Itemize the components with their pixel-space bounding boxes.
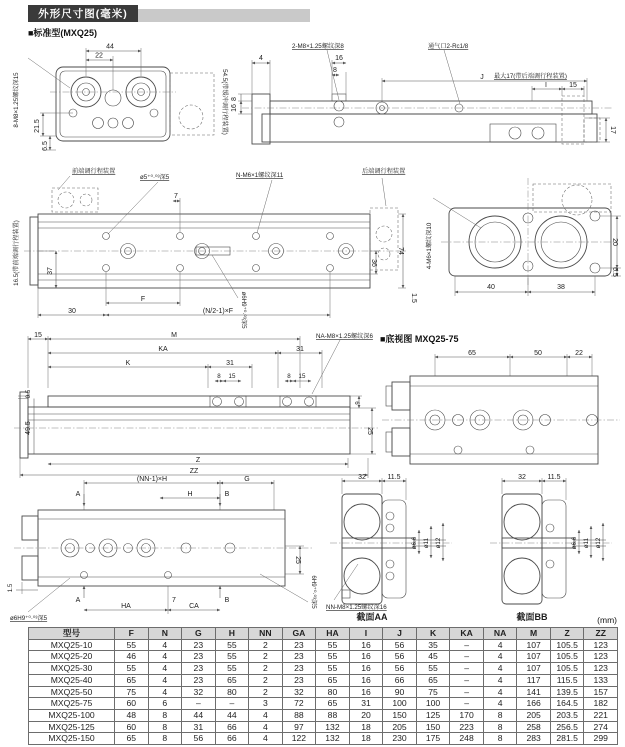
column-header: I	[349, 628, 383, 640]
dim-label: 30	[68, 308, 76, 315]
value-cell: 55	[316, 651, 350, 663]
thread-callout: 2-M8×1.25螺纹深8	[292, 43, 344, 50]
dim-label: 21.5	[34, 119, 41, 133]
value-cell: 258	[517, 721, 551, 733]
value-cell: 32	[282, 686, 316, 698]
value-cell: 55	[215, 639, 249, 651]
value-cell: 274	[584, 721, 618, 733]
table-body	[29, 639, 618, 744]
value-cell: 80	[316, 686, 350, 698]
value-cell: 141	[517, 686, 551, 698]
value-cell: 56	[182, 733, 216, 745]
table-row	[29, 639, 618, 651]
value-cell: 65	[115, 733, 149, 745]
value-cell: –	[450, 698, 484, 710]
value-cell: 44	[215, 709, 249, 721]
body-outline	[14, 392, 378, 458]
value-cell: 66	[383, 674, 417, 686]
dim-label: 15	[569, 82, 577, 89]
dim-label: 17	[609, 126, 616, 134]
value-cell: 4	[483, 663, 517, 675]
value-cell: 4	[249, 709, 283, 721]
section-aa	[326, 474, 452, 622]
value-cell: 139.5	[550, 686, 584, 698]
dim-label: 20	[611, 238, 618, 246]
plan-view-drawing	[10, 158, 422, 329]
value-cell: 221	[584, 709, 618, 721]
pin-hole-callout: ø6H9⁺⁰·⁰³深5	[10, 615, 48, 622]
dia-label: ø12	[595, 537, 602, 549]
value-cell: 55	[215, 651, 249, 663]
column-header: G	[182, 628, 216, 640]
thread-callout: 4-M6×1螺纹深10	[426, 222, 433, 270]
value-cell: 80	[215, 686, 249, 698]
dimension-lines	[435, 354, 592, 376]
value-cell: 203.5	[550, 709, 584, 721]
value-cell: 4	[483, 674, 517, 686]
dim-label: 16	[335, 55, 343, 62]
dimension-table	[28, 627, 618, 745]
dim-label: 36	[370, 259, 377, 267]
value-cell: 248	[450, 733, 484, 745]
value-cell: 18	[349, 721, 383, 733]
value-cell: 107	[517, 651, 551, 663]
dim-label: 4	[259, 55, 263, 62]
dim-label: 32	[358, 474, 366, 481]
body-outline	[441, 178, 617, 286]
value-cell: 23	[282, 639, 316, 651]
value-cell: –	[450, 639, 484, 651]
value-cell: 107	[517, 639, 551, 651]
value-cell: 60	[115, 698, 149, 710]
value-cell: 23	[182, 663, 216, 675]
value-cell: 117	[517, 674, 551, 686]
dim-label: I	[545, 82, 547, 89]
value-cell: 164.5	[550, 698, 584, 710]
section-bb-caption: 截面BB	[516, 612, 548, 622]
value-cell: 72	[282, 698, 316, 710]
value-cell: 100	[383, 698, 417, 710]
value-cell: 299	[584, 733, 618, 745]
column-header: NA	[483, 628, 517, 640]
value-cell: 170	[450, 709, 484, 721]
dim-label: 31	[296, 346, 304, 353]
value-cell: 31	[349, 698, 383, 710]
value-cell: 8	[483, 721, 517, 733]
value-cell: 32	[182, 686, 216, 698]
dim-label: 6.5	[611, 267, 618, 277]
dim-label: 0.5	[25, 389, 32, 399]
column-header: NN	[249, 628, 283, 640]
model-cell: MXQ25-150	[29, 733, 115, 745]
air-port-callout: 通气口2-Rc1/8	[428, 43, 469, 50]
value-cell: 8	[483, 709, 517, 721]
section-mark: A	[75, 491, 81, 498]
value-cell: 283	[517, 733, 551, 745]
model-cell: MXQ25-20	[29, 651, 115, 663]
model-cell: MXQ25-30	[29, 663, 115, 675]
dim-label: 32	[518, 474, 526, 481]
value-cell: 65	[115, 674, 149, 686]
value-cell: 16	[349, 651, 383, 663]
column-header: HA	[316, 628, 350, 640]
dim-label: 11.5	[387, 474, 401, 481]
page-title: 外形尺寸图(毫米)	[28, 5, 138, 22]
bottom-view-label: ■底视图 MXQ25-75	[380, 334, 459, 344]
dim-label: 31	[226, 360, 234, 367]
section-bb	[490, 474, 612, 622]
value-cell: 23	[282, 663, 316, 675]
dim-label: 15	[34, 332, 42, 339]
slot-callout: 6H9⁺⁰·⁰³深5	[310, 575, 317, 609]
dim-label: 49.5	[25, 421, 32, 435]
dia-label: ø6.6	[571, 536, 578, 550]
front-adjuster-callout: 前端调行程装置	[72, 168, 116, 175]
value-cell: 97	[282, 721, 316, 733]
value-cell: 107	[517, 663, 551, 675]
value-cell: 2	[249, 639, 283, 651]
value-cell: 65	[316, 674, 350, 686]
thread-callout: N-M6×1螺纹深11	[236, 172, 284, 179]
dim-label: KA	[158, 346, 168, 353]
value-cell: 20	[349, 709, 383, 721]
body-outline	[14, 510, 314, 586]
column-header: J	[383, 628, 417, 640]
dim-label: 22	[575, 350, 583, 357]
value-cell: 256.5	[550, 721, 584, 733]
value-cell: 16	[349, 663, 383, 675]
value-cell: 56	[383, 663, 417, 675]
dia-label: ø6.6	[411, 536, 418, 550]
dim-label: 8	[217, 373, 221, 380]
dim-label: 25	[294, 556, 301, 564]
table-row	[29, 733, 618, 745]
dim-label: K	[125, 360, 131, 367]
dim-label: ZZ	[189, 468, 199, 475]
value-cell: 8	[148, 733, 182, 745]
value-cell: 2	[249, 651, 283, 663]
value-cell: 205	[517, 709, 551, 721]
value-cell: 55	[115, 639, 149, 651]
section-views-drawing	[320, 472, 625, 620]
value-cell: 44	[182, 709, 216, 721]
dim-label: Z	[195, 457, 201, 464]
value-cell: 55	[416, 663, 450, 675]
dim-label: (NN-1)×H	[136, 476, 168, 483]
value-cell: –	[450, 686, 484, 698]
side-view-drawing	[232, 38, 625, 160]
value-cell: 105.5	[550, 663, 584, 675]
value-cell: 182	[584, 698, 618, 710]
dim-label: 25	[366, 427, 373, 435]
value-cell: 75	[416, 686, 450, 698]
value-cell: 166	[517, 698, 551, 710]
body-outline	[50, 67, 214, 141]
column-header: GA	[282, 628, 316, 640]
model-cell: MXQ25-50	[29, 686, 115, 698]
value-cell: 31	[182, 721, 216, 733]
value-cell: –	[450, 674, 484, 686]
dim-label: F	[140, 296, 146, 303]
value-cell: 132	[316, 733, 350, 745]
dim-label: 16	[231, 104, 238, 112]
dim-label: 7	[172, 597, 176, 604]
column-header: 型号	[29, 628, 115, 640]
value-cell: 18	[349, 733, 383, 745]
dimension-lines	[238, 50, 610, 142]
value-cell: 16	[349, 686, 383, 698]
dim-label: 50	[534, 350, 542, 357]
value-cell: 100	[416, 698, 450, 710]
value-cell: 157	[584, 686, 618, 698]
dimension-lines	[16, 480, 308, 614]
value-cell: 4	[148, 674, 182, 686]
value-cell: 23	[282, 651, 316, 663]
top-view-drawing	[10, 40, 232, 162]
value-cell: 48	[115, 709, 149, 721]
value-cell: 2	[249, 686, 283, 698]
standard-type-label: ■标准型(MXQ25)	[28, 28, 97, 38]
value-cell: 4	[483, 651, 517, 663]
table-row	[29, 709, 618, 721]
value-cell: 2	[249, 663, 283, 675]
dim-label: 1.5	[410, 293, 417, 303]
section-mark: B	[224, 491, 230, 498]
dim-label: CA	[189, 603, 199, 610]
value-cell: 8	[483, 733, 517, 745]
dim-label: 40	[487, 284, 495, 291]
value-cell: 16	[349, 674, 383, 686]
model-cell: MXQ25-40	[29, 674, 115, 686]
value-cell: 23	[182, 651, 216, 663]
value-cell: 205	[383, 721, 417, 733]
value-cell: 55	[215, 663, 249, 675]
value-cell: 65	[316, 698, 350, 710]
value-cell: 56	[383, 639, 417, 651]
rear-adjuster-callout: 后端调行程装置	[362, 168, 406, 175]
value-cell: 4	[483, 639, 517, 651]
long-side-view-drawing	[10, 328, 382, 478]
value-cell: 4	[483, 698, 517, 710]
value-cell: –	[450, 651, 484, 663]
value-cell: 133	[584, 674, 618, 686]
dim-label: J	[480, 74, 484, 81]
dim-label: HA	[121, 603, 131, 610]
dim-label: 1.5	[7, 583, 14, 593]
value-cell: 4	[249, 721, 283, 733]
value-cell: 223	[450, 721, 484, 733]
dimension-lines	[28, 48, 141, 150]
dim-label: (N/2-1)×F	[202, 308, 234, 315]
value-cell: 2	[249, 674, 283, 686]
value-cell: 123	[584, 663, 618, 675]
thread-callout: NN-M8×1.25螺纹深16	[326, 604, 387, 611]
body-outline	[242, 94, 612, 144]
value-cell: 230	[383, 733, 417, 745]
thread-callout: NA-M8×1.25螺纹深6	[316, 333, 373, 340]
body-outline	[330, 494, 452, 604]
value-cell: 4	[148, 639, 182, 651]
value-cell: 4	[148, 651, 182, 663]
section-mark: A	[75, 597, 81, 604]
end-view-drawing	[425, 168, 623, 308]
table-row	[29, 698, 618, 710]
dim-label: 8	[231, 97, 238, 101]
model-cell: MXQ25-75	[29, 698, 115, 710]
column-header: KA	[450, 628, 484, 640]
dim-label: 15	[228, 373, 236, 380]
table-head-row	[29, 628, 618, 640]
column-header: F	[115, 628, 149, 640]
value-cell: 4	[148, 663, 182, 675]
column-header: N	[148, 628, 182, 640]
dim-label: 74	[397, 247, 404, 255]
body-outline	[382, 376, 620, 464]
model-cell: MXQ25-100	[29, 709, 115, 721]
table-row	[29, 674, 618, 686]
table-row	[29, 686, 618, 698]
dia-label: ø11	[423, 537, 430, 549]
dim-label: 8	[287, 373, 291, 380]
section-mark: B	[224, 597, 230, 604]
value-cell: 45	[416, 651, 450, 663]
column-header: K	[416, 628, 450, 640]
value-cell: 88	[282, 709, 316, 721]
table-row	[29, 651, 618, 663]
value-cell: 65	[215, 674, 249, 686]
value-cell: 115.5	[550, 674, 584, 686]
column-header: Z	[550, 628, 584, 640]
dim-label: 7	[174, 193, 178, 200]
table-row	[29, 663, 618, 675]
value-cell: 46	[115, 651, 149, 663]
value-cell: 90	[383, 686, 417, 698]
dim-label: 38	[557, 284, 565, 291]
value-cell: 56	[383, 651, 417, 663]
value-cell: 122	[282, 733, 316, 745]
dim-label: 37	[47, 267, 54, 275]
value-cell: 75	[115, 686, 149, 698]
value-cell: 55	[316, 663, 350, 675]
value-cell: 16	[349, 639, 383, 651]
column-header: M	[517, 628, 551, 640]
dim-label: 44	[106, 43, 114, 51]
dia-label: ø12	[435, 537, 442, 549]
value-cell: 55	[316, 639, 350, 651]
stroke-adjuster-callout: 54.5(带缓冲调行程装置)	[221, 69, 228, 135]
value-cell: 123	[584, 651, 618, 663]
value-cell: 132	[316, 721, 350, 733]
value-cell: 66	[215, 721, 249, 733]
value-cell: 125	[416, 709, 450, 721]
value-cell: 105.5	[550, 651, 584, 663]
value-cell: 8	[148, 709, 182, 721]
value-cell: 4	[249, 733, 283, 745]
dim-label: G	[244, 476, 250, 483]
value-cell: 35	[416, 639, 450, 651]
dim-label: 6	[353, 401, 360, 405]
dim-label: 15	[298, 373, 306, 380]
hole-callout: ø5⁺⁰·⁰³深5	[140, 174, 170, 181]
value-cell: –	[450, 663, 484, 675]
value-cell: 150	[383, 709, 417, 721]
pin-hole-callout: ø6H9⁺⁰·⁰³深5	[240, 291, 247, 329]
value-cell: 23	[282, 674, 316, 686]
dimension-lines	[433, 198, 621, 296]
value-cell: 105.5	[550, 639, 584, 651]
dim-label: 6.5	[42, 141, 49, 151]
value-cell: 281.5	[550, 733, 584, 745]
column-header: H	[215, 628, 249, 640]
max-stroke-callout: 最大17(带后端调行程装置)	[494, 73, 567, 80]
dim-label: 8	[333, 67, 337, 74]
value-cell: 60	[115, 721, 149, 733]
value-cell: 23	[182, 639, 216, 651]
model-cell: MXQ25-125	[29, 721, 115, 733]
value-cell: 175	[416, 733, 450, 745]
value-cell: –	[182, 698, 216, 710]
bottom-view-drawing	[8, 472, 320, 622]
value-cell: 23	[182, 674, 216, 686]
column-header: ZZ	[584, 628, 618, 640]
value-cell: –	[215, 698, 249, 710]
body-outline	[24, 188, 408, 288]
value-cell: 8	[148, 721, 182, 733]
dim-label: 22	[95, 52, 103, 60]
dim-label: 65	[468, 350, 476, 357]
dim-label: 11.5	[547, 474, 561, 481]
dim-label: H	[187, 491, 193, 498]
body-outline	[490, 494, 612, 604]
unit-label: (mm)	[597, 615, 617, 625]
value-cell: 65	[416, 674, 450, 686]
value-cell: 88	[316, 709, 350, 721]
value-cell: 4	[483, 686, 517, 698]
dim-label: 16.5(带前端调行程装置)	[13, 220, 20, 286]
value-cell: 55	[115, 663, 149, 675]
thread-callout: 8-M8×1.25螺纹深15	[13, 72, 20, 128]
value-cell: 4	[148, 686, 182, 698]
value-cell: 150	[416, 721, 450, 733]
bottom-view-75-drawing	[380, 346, 623, 472]
model-cell: MXQ25-10	[29, 639, 115, 651]
section-aa-caption: 截面AA	[356, 612, 388, 622]
value-cell: 6	[148, 698, 182, 710]
value-cell: 66	[215, 733, 249, 745]
value-cell: 123	[584, 639, 618, 651]
value-cell: 3	[249, 698, 283, 710]
dia-label: ø11	[583, 537, 590, 549]
dim-label: M	[171, 332, 177, 339]
table-row	[29, 721, 618, 733]
